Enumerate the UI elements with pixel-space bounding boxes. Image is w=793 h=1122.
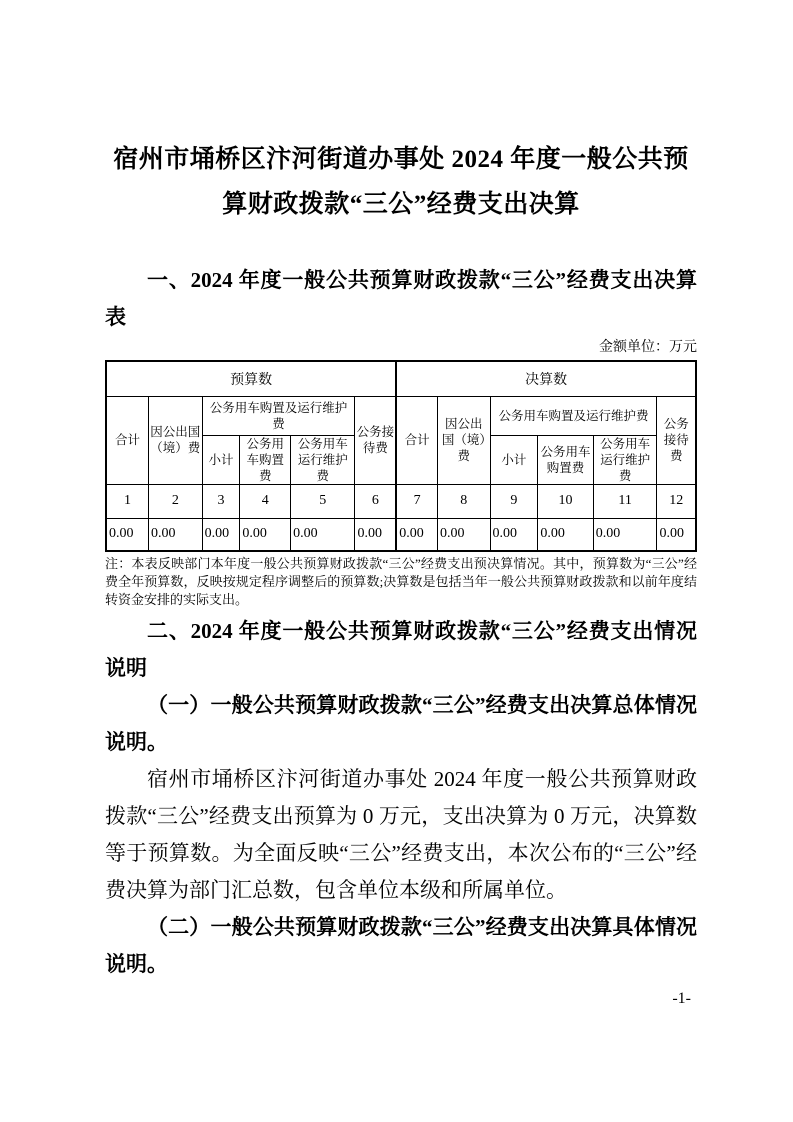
header-budget-vehicle-purchase: 公务用车购置费 (240, 435, 291, 484)
value-cell: 0.00 (106, 518, 148, 551)
group-header-final: 决算数 (396, 361, 696, 396)
value-cell: 0.00 (202, 518, 240, 551)
col-number: 6 (355, 484, 396, 518)
value-cell: 0.00 (593, 518, 657, 551)
value-cell: 0.00 (148, 518, 202, 551)
group-header-budget: 预算数 (106, 361, 396, 396)
table-group-header-row (106, 361, 696, 396)
three-public-expense-table (105, 360, 697, 552)
header-final-reception: 公务接待费 (657, 396, 696, 484)
value-cell: 0.00 (490, 518, 538, 551)
col-number: 10 (538, 484, 593, 518)
subsection1-heading: （一）一般公共预算财政拨款“三公”经费支出决算总体情况说明。 (105, 693, 697, 754)
col-number: 8 (438, 484, 491, 518)
header-budget-abroad: 因公出国（境）费 (148, 396, 202, 484)
header-budget-reception: 公务接待费 (355, 396, 396, 484)
section2-heading: 二、2024 年度一般公共预算财政拨款“三公”经费支出情况说明 (105, 619, 697, 680)
amount-unit-label: 金额单位：万元 (599, 340, 697, 355)
col-number: 12 (657, 484, 696, 518)
header-final-vehicle-subtotal: 小计 (490, 435, 538, 484)
col-number: 3 (202, 484, 240, 518)
section1-heading: 一、2024 年度一般公共预算财政拨款“三公”经费支出决算表 (105, 268, 697, 329)
value-cell: 0.00 (396, 518, 437, 551)
col-number: 7 (396, 484, 437, 518)
header-final-total: 合计 (396, 396, 437, 484)
table-header-row-1 (106, 396, 696, 435)
col-number: 1 (106, 484, 148, 518)
value-cell: 0.00 (291, 518, 355, 551)
header-budget-vehicle-group: 公务用车购置及运行维护费 (202, 396, 355, 435)
header-final-vehicle-maintenance: 公务用车运行维护费 (593, 435, 657, 484)
col-number: 2 (148, 484, 202, 518)
col-number: 5 (291, 484, 355, 518)
value-cell: 0.00 (438, 518, 491, 551)
header-budget-vehicle-maintenance: 公务用车运行维护费 (291, 435, 355, 484)
subsection2-heading: （二）一般公共预算财政拨款“三公”经费支出决算具体情况说明。 (105, 915, 697, 976)
table-column-number-row (106, 484, 696, 518)
table-note: 注：本表反映部门本年度一般公共预算财政拨款“三公”经费支出预决算情况。其中，预算数为“三公”经费全年预算数，反映按规定程序调整后的预算数;决算数是包括当年一般公共预算财政拨款和以前年度结转资金安排的实际支出。 (105, 556, 697, 607)
col-number: 11 (593, 484, 657, 518)
value-cell: 0.00 (538, 518, 593, 551)
col-number: 4 (240, 484, 291, 518)
page-number: -1- (672, 990, 691, 1007)
value-cell: 0.00 (240, 518, 291, 551)
value-cell: 0.00 (355, 518, 396, 551)
body-paragraph: 宿州市埇桥区汴河街道办事处 2024 年度一般公共预算财政拨款“三公”经费支出预算为 0 万元，支出决算为 0 万元，决算数等于预算数。为全面反映“三公”经费支出，本次公布的“三公”经费决算为部门汇总数，包含单位本级和所属单位。 (105, 767, 697, 902)
header-budget-vehicle-subtotal: 小计 (202, 435, 240, 484)
page-title: 宿州市埇桥区汴河街道办事处 2024 年度一般公共预算财政拨款“三公”经费支出决算 (113, 146, 689, 218)
header-final-vehicle-purchase: 公务用车购置费 (538, 435, 593, 484)
header-final-abroad: 因公出国（境）费 (438, 396, 491, 484)
header-budget-total: 合计 (106, 396, 148, 484)
col-number: 9 (490, 484, 538, 518)
value-cell: 0.00 (657, 518, 696, 551)
header-final-vehicle-group: 公务用车购置及运行维护费 (490, 396, 657, 435)
table-value-row (106, 518, 696, 551)
